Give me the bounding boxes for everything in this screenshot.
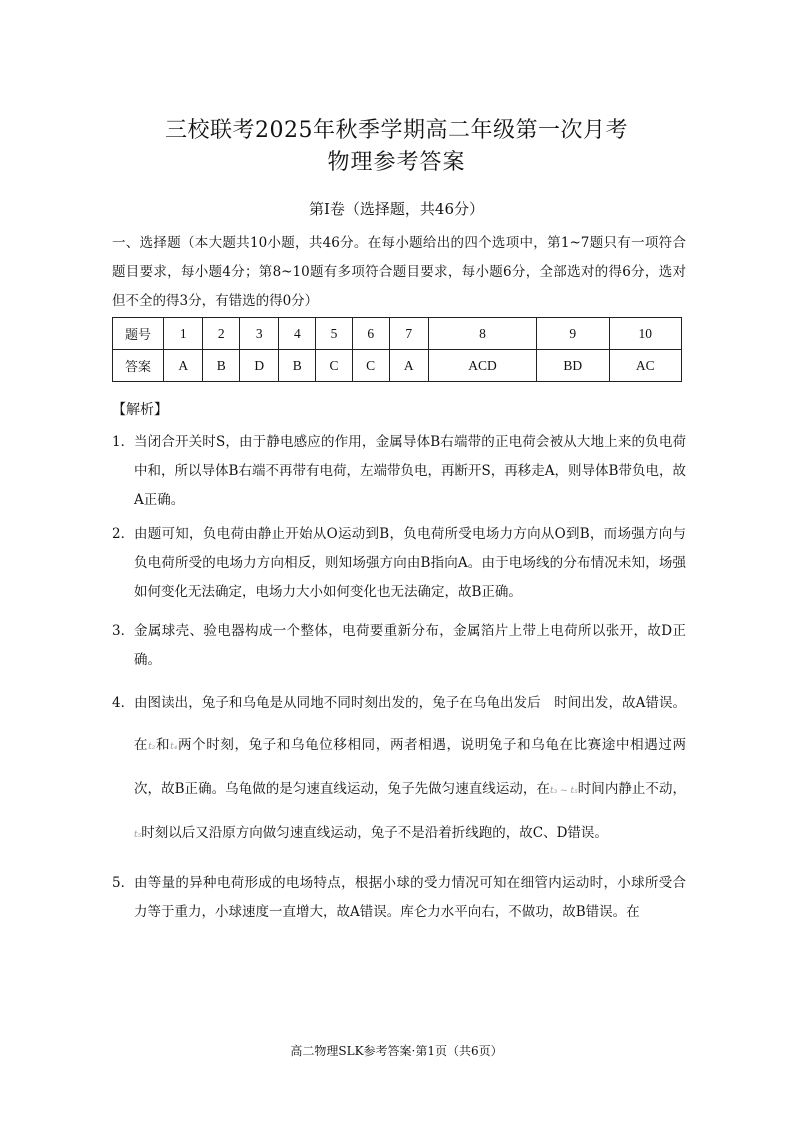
analysis-item-2 [112,520,686,607]
answer-table [112,317,682,382]
table-cell: 7 [389,318,428,350]
item-text: 由题可知，负电荷由静止开始从O运动到B，负电荷所受电场力方向从O到B，而场强方向与负电荷所受的电场力方向相反，则知场强方向由B指向A。由于电场线的分布情况未知，场强如何变化无法确定，电场力大小如何变化也无法确定，故B正确。 [134,526,686,600]
item-text-part: 由图读出，兔子和乌龟是从同地不同时刻出发的，兔子在乌龟出发后 时间出发，故A错误。在 [134,695,686,753]
analysis-item-5 [112,869,686,927]
item-text: 金属球壳、验电器构成一个整体，电荷要重新分布，金属箔片上带上电荷所以张开，故D正确。 [134,623,686,668]
analysis-item-4 [112,682,686,856]
section-instructions: 一、选择题（本大题共10小题，共46分。在每小题给出的四个选项中，第1~7题只有一项符合题目要求，每小题4分；第8~10题有多项符合题目要求，每小题6分，全部选对的得6分，选对但不全的得3分，有错选的得0分） [112,235,686,309]
item-number: 4． [112,695,135,711]
table-cell: AC [609,350,682,382]
table-row-numbers [113,318,682,350]
table-cell: C [352,350,389,382]
table-cell: A [164,350,203,382]
exam-title: 三校联考2025年秋季学期高二年级第一次月考 [165,118,628,143]
table-cell: 1 [164,318,203,350]
table-cell: ACD [428,350,536,382]
time-symbol: t₄ [170,742,178,752]
analysis-heading: 【解析】 [112,402,168,418]
item-text-part: 时刻以后又沿原方向做匀速直线运动，兔子不是沿着折线跑的，故C、D错误。 [141,825,608,841]
time-symbol: t₅ [134,830,142,840]
table-cell: B [203,350,240,382]
analysis-item-1 [112,428,686,515]
item-number: 3． [112,623,135,639]
table-cell: B [279,350,316,382]
volume-heading: 第Ⅰ卷（选择题，共46分） [308,200,484,218]
table-cell: C [316,350,353,382]
table-cell: 5 [316,318,353,350]
table-cell: 2 [203,318,240,350]
item-text: 由等量的异种电荷形成的电场特点，根据小球的受力情况可知在细管内运动时，小球所受合力等于重力，小球速度一直增大，故A错误。库仑力水平向右，不做功，故B错误。在 [134,875,686,920]
table-cell: 9 [537,318,609,350]
item-number: 1． [112,434,135,450]
time-symbol: t₃ ~ t₅ [549,786,578,796]
table-cell: D [240,350,279,382]
item-number: 5． [112,875,135,891]
table-cell: A [389,350,428,382]
analysis-item-3 [112,617,686,675]
table-header-answer: 答案 [113,350,164,382]
table-cell: 8 [428,318,536,350]
table-row-answers [113,350,682,382]
exam-subtitle: 物理参考答案 [327,150,466,175]
item-number: 2． [112,526,135,542]
item-text-part: 两个时刻，兔子和乌龟位移相同，两者相遇，说明兔子和乌龟在比赛途中相遇过两次，故B正确。乌龟做的是匀速直线运动，兔子先做匀速直线运动，在 [134,737,687,797]
page-footer: 高二物理SLK参考答案·第1页（共6页） [290,1044,503,1058]
table-cell: 4 [279,318,316,350]
table-cell: 3 [240,318,279,350]
table-header-number: 题号 [113,318,164,350]
table-cell: 10 [609,318,682,350]
table-cell: 6 [352,318,389,350]
item-text-part: 和 [155,737,171,753]
item-text: 当闭合开关时S，由于静电感应的作用，金属导体B右端带的正电荷会被从大地上来的负电荷中和，所以导体B右端不再带有电荷，左端带负电，再断开S，再移走A，则导体B带负电，故A正确。 [134,434,686,508]
item-text-part: 时间内静止不动， [577,781,686,797]
time-symbol: t₂ [148,742,156,752]
table-cell: BD [537,350,609,382]
item-text [134,682,686,856]
